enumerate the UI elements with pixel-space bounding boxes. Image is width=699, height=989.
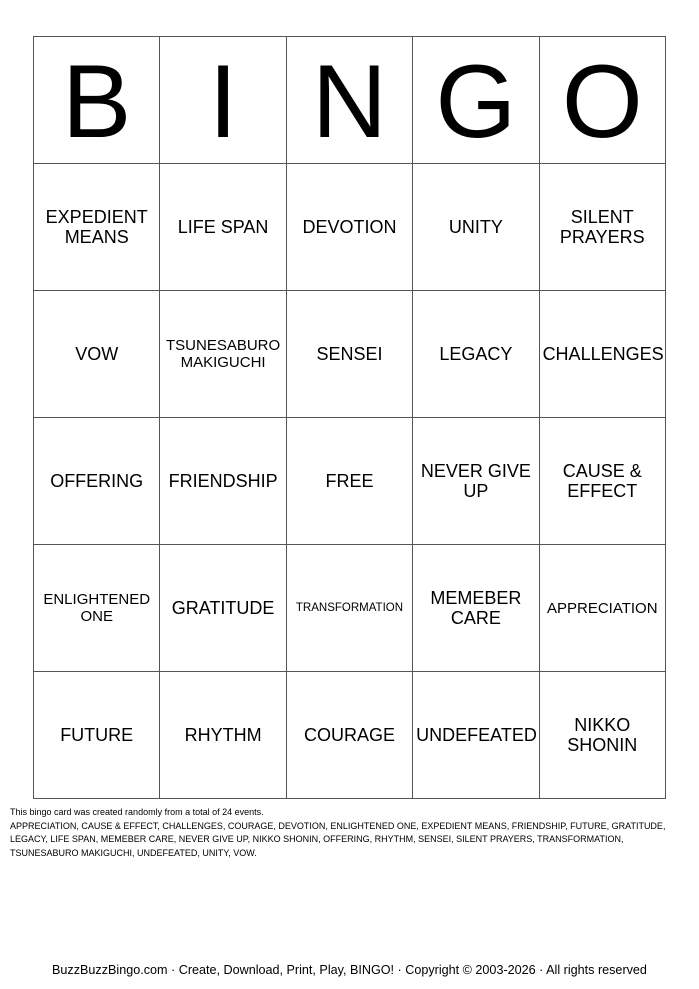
header-letter-n: N	[286, 37, 412, 164]
header-letter-g: G	[413, 37, 539, 164]
footnote-intro: This bingo card was created randomly from a total of 24 events.	[10, 807, 264, 817]
bingo-cell: GRATITUDE	[160, 545, 286, 672]
bingo-row	[34, 164, 666, 291]
header-letter-b: B	[34, 37, 160, 164]
header-letter-i: I	[160, 37, 286, 164]
bingo-cell: NIKKO SHONIN	[539, 672, 665, 799]
free-space-cell: FREE	[286, 418, 412, 545]
bingo-cell: NEVER GIVE UP	[413, 418, 539, 545]
bingo-row	[34, 545, 666, 672]
bingo-cell: COURAGE	[286, 672, 412, 799]
bingo-header-row	[34, 37, 666, 164]
bingo-cell: TRANSFORMATION	[286, 545, 412, 672]
bingo-cell: ENLIGHTENED ONE	[34, 545, 160, 672]
bingo-cell: CHALLENGES	[539, 291, 665, 418]
footnote-event-list: APPRECIATION, CAUSE & EFFECT, CHALLENGES, COURAGE, DEVOTION, ENLIGHTENED ONE, EXPEDIENT MEANS, FRIENDSHIP, FUTURE, GRATITUDE, LEGACY, LIFE SPAN, MEMEBER CARE, NEVER GIVE UP, NIKKO SHONIN, OFFERING, RHYTHM, SENSEI, SILENT PRAYERS, TRANSFORMATION, TSUNESABURO MAKIGUCHI, UNDEFEATED, UNITY, VOW.	[10, 820, 666, 858]
bingo-cell: OFFERING	[34, 418, 160, 545]
bingo-row	[34, 291, 666, 418]
card-footnote	[10, 806, 670, 860]
bingo-cell: UNITY	[413, 164, 539, 291]
bingo-card	[33, 36, 666, 799]
bingo-cell: RHYTHM	[160, 672, 286, 799]
bingo-cell: VOW	[34, 291, 160, 418]
bingo-cell: DEVOTION	[286, 164, 412, 291]
bingo-cell: LEGACY	[413, 291, 539, 418]
bingo-cell: UNDEFEATED	[413, 672, 539, 799]
bingo-cell: FUTURE	[34, 672, 160, 799]
bingo-cell: APPRECIATION	[539, 545, 665, 672]
bingo-cell: CAUSE & EFFECT	[539, 418, 665, 545]
bingo-cell: EXPEDIENT MEANS	[34, 164, 160, 291]
bingo-cell: SENSEI	[286, 291, 412, 418]
bingo-cell: SILENT PRAYERS	[539, 164, 665, 291]
bingo-row	[34, 672, 666, 799]
bingo-cell: FRIENDSHIP	[160, 418, 286, 545]
bingo-row	[34, 418, 666, 545]
header-letter-o: O	[539, 37, 665, 164]
bingo-cell: LIFE SPAN	[160, 164, 286, 291]
page-footer: BuzzBuzzBingo.com · Create, Download, Print, Play, BINGO! · Copyright © 2003-2026 · All rights reserved	[52, 963, 647, 977]
bingo-cell: TSUNESABURO MAKIGUCHI	[160, 291, 286, 418]
bingo-cell: MEMEBER CARE	[413, 545, 539, 672]
